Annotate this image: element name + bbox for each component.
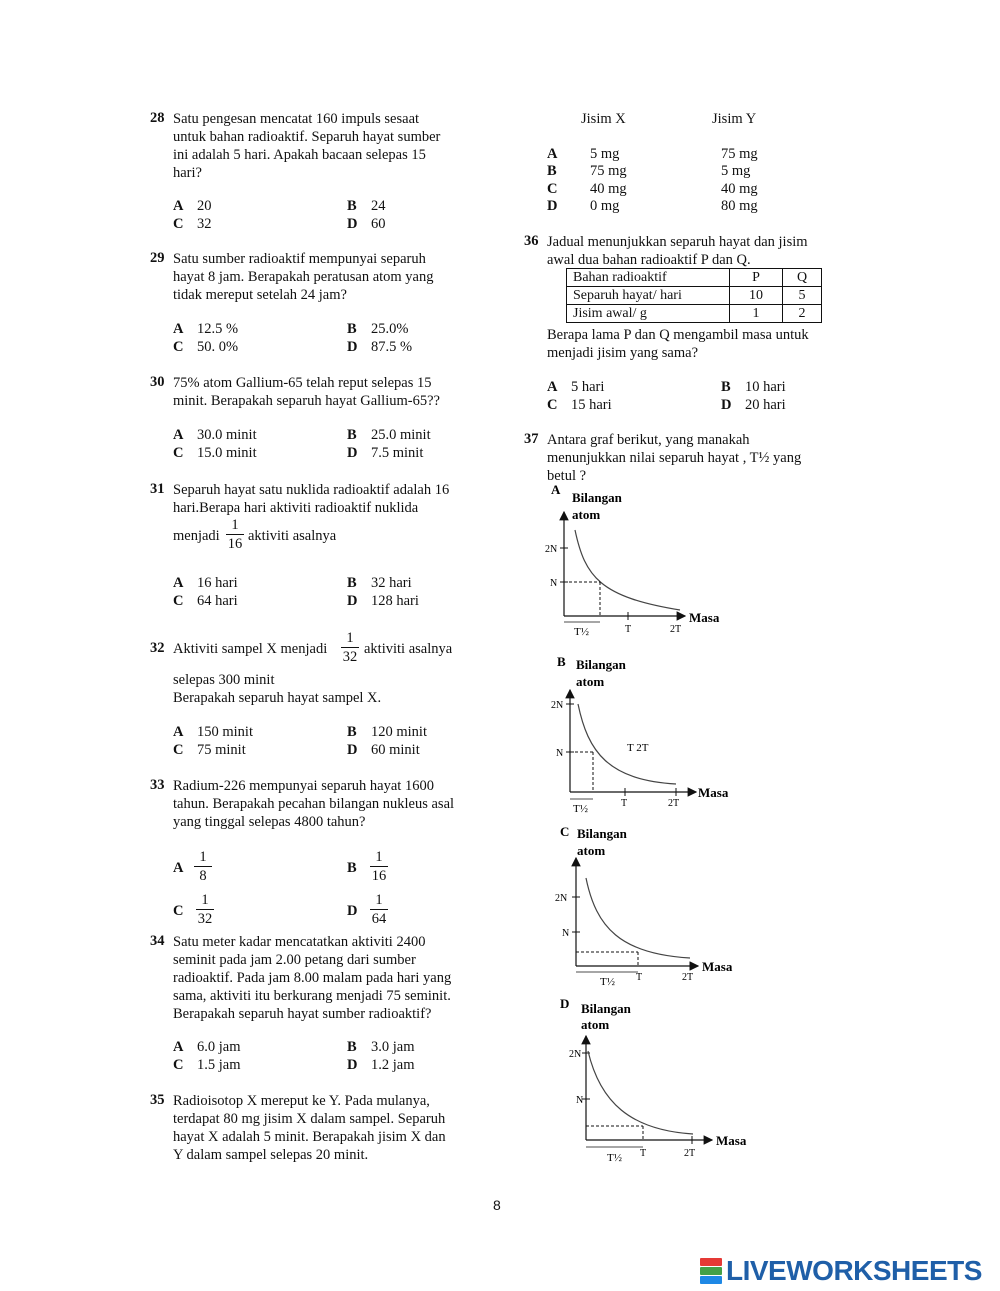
option-a[interactable]: A 16 hari [173,575,238,591]
question-text: Satu meter kadar mencatatkan aktiviti 2400 seminit pada jam 2.00 petang dari sumber radioaktif. Pada jam 8.00 malam pada hari yang sama, aktiviti itu berkurang menjadi 75 seminit. Berapakah separuh hayat sumber radioaktif? [173,934,452,1022]
fraction-suffix: aktiviti asalnya [364,641,453,657]
option-b[interactable]: B 25.0% [347,321,409,337]
y-axis-label: atom [581,1017,610,1032]
option-a[interactable]: A 12.5 % [173,321,239,337]
x-axis-label: Masa [689,610,720,625]
tick-label: T [621,798,628,809]
question-number: 37 [524,431,539,447]
question-text: Satu sumber radioaktif mempunyai separuh hayat 8 jam. Berapakah peratusan atom yang tidak mereput setelah 24 jam? [173,251,434,303]
fraction: 1 16 [371,849,387,884]
option-c[interactable]: C 50. 0% [173,339,239,355]
fraction: 1 64 [371,892,387,927]
fraction: 1 16 [227,517,243,552]
tick-label: 2N [551,700,564,711]
question-text: Separuh hayat satu nuklida radioaktif adalah 16 hari.Berapa hari aktiviti radioaktif nuklida [173,482,450,516]
tick-label: N [562,928,570,939]
option-b[interactable]: B 25.0 minit [347,427,431,443]
page-number: 8 [493,1197,501,1213]
data-table [566,268,822,323]
logo-text: LIVEWORKSHEETS [726,1255,982,1286]
tick-label: 2T [668,798,680,809]
y-axis-label: Bilangan [577,826,627,841]
option-b[interactable]: B 120 minit [347,724,427,740]
y-axis-label: Bilangan [581,1001,631,1016]
column-header-jisim-x: Jisim X [581,111,626,127]
tick-label: N [556,748,564,759]
graph-option-c[interactable] [550,822,750,990]
fraction-prefix: menjadi [173,528,220,544]
option-b[interactable]: B 3.0 jam [347,1039,415,1055]
option-c[interactable]: C 1.5 jam [173,1057,241,1073]
decay-curve [575,530,680,610]
graph-option-b[interactable] [548,652,748,818]
question-number: 30 [150,374,165,390]
graph-letter: C [560,824,570,839]
graph-letter: A [551,482,561,497]
tick-label: T [636,972,643,983]
tick-label: T½ [607,1152,622,1164]
table-row: Separuh hayat/ hari 10 5 [567,287,822,305]
fraction: 1 32 [197,892,213,927]
option-d[interactable]: D 60 minit [347,742,420,758]
option-c[interactable]: C 64 hari [173,593,238,609]
question-number: 29 [150,250,165,266]
decay-curve [586,878,690,958]
question-text: selepas 300 minit Berapakah separuh hayat sampel X. [173,672,382,706]
y-axis-label: atom [576,674,605,689]
question-text: Antara graf berikut, yang manakah menunjukkan nilai separuh hayat , T½ yang betul ? [547,432,802,484]
question-number: 35 [150,1092,165,1108]
y-axis-label: Bilangan [576,657,626,672]
graph-option-a[interactable] [540,482,740,640]
question-number: 36 [524,233,539,249]
fraction-suffix: aktiviti asalnya [248,528,337,544]
option-a[interactable]: A 5 hari [547,379,605,395]
decay-curve [588,1051,693,1134]
tick-label: N [576,1095,584,1106]
option-d[interactable]: D 1.2 jam [347,1057,415,1073]
tick-label: T [640,1148,647,1159]
graph-letter: B [557,654,566,669]
option-d[interactable]: D 128 hari [347,593,419,609]
tick-label: T [625,624,632,635]
tick-label: 2T [684,1148,696,1159]
question-text: Radium-226 mempunyai separuh hayat 1600 tahun. Berapakah pecahan bilangan nukleus asal yang tinggal selepas 4800 tahun? [173,778,455,830]
question-text: Radioisotop X mereput ke Y. Pada mulanya, terdapat 80 mg jisim X dalam sampel. Separuh hayat X adalah 5 minit. Berapakah jisim X dan Y dalam sampel selepas 20 minit. [173,1093,446,1163]
table-row: Bahan radioaktif P Q [567,269,822,287]
option-d[interactable]: D 87.5 % [347,339,413,355]
question-number: 32 [150,640,165,656]
x-axis-label: Masa [716,1133,747,1148]
question-text: 75% atom Gallium-65 telah reput selepas 15 minit. Berapakah separuh hayat Gallium-65?? [173,375,440,409]
option-c[interactable]: C 75 minit [173,742,246,758]
question-number: 34 [150,933,165,949]
option-a[interactable]: A 20 [173,198,212,214]
question-number: 28 [150,110,165,126]
graph-option-d[interactable] [550,994,755,1166]
y-axis-label: atom [572,507,601,522]
question-number: 31 [150,481,165,497]
option-b[interactable]: B 32 hari [347,575,412,591]
option-d[interactable]: D 20 hari [721,397,786,413]
fraction: 1 32 [342,630,358,665]
graph-letter: D [560,996,570,1011]
tick-label: 2N [569,1049,582,1060]
tick-label: 2N [555,893,568,904]
logo-icon [700,1258,722,1284]
fraction: 1 8 [192,849,214,884]
fraction-prefix: Aktiviti sampel X menjadi [173,641,328,657]
table-row: Jisim awal/ g 1 2 [567,305,822,323]
option-a[interactable]: A 6.0 jam [173,1039,241,1055]
option-c[interactable]: C 32 [173,216,212,232]
y-axis-label: atom [577,843,606,858]
tick-label: T½ [574,626,589,638]
tick-label: T 2T [627,742,649,754]
liveworksheets-logo[interactable] [700,1255,982,1287]
question-text: Satu pengesan mencatat 160 impuls sesaat untuk bahan radioaktif. Separuh hayat sumber ini adalah 5 hari. Apakah bacaan selepas 15 hari? [173,111,441,181]
x-axis-label: Masa [702,959,733,974]
option-c[interactable]: C 15 hari [547,397,612,413]
tick-label: N [550,578,558,589]
x-axis-label: Masa [698,785,729,800]
tick-label: 2T [682,972,694,983]
tick-label: 2T [670,624,682,635]
option-d[interactable]: D 60 [347,216,386,232]
question-number: 33 [150,777,165,793]
y-axis-label: Bilangan [572,490,622,505]
tick-label: 2N [545,544,558,555]
tick-label: T½ [600,976,615,988]
option-b[interactable]: B 24 [347,198,386,214]
column-header-jisim-y: Jisim Y [712,111,757,127]
option-c[interactable]: C 15.0 minit [173,445,257,461]
option-b[interactable]: B 10 hari [721,379,786,395]
option-a[interactable]: A 30.0 minit [173,427,257,443]
question-text: Berapa lama P dan Q mengambil masa untuk menjadi jisim yang sama? [547,327,809,361]
option-d[interactable]: D 7.5 minit [347,445,424,461]
tick-label: T½ [573,803,588,815]
option-a[interactable]: A 150 minit [173,724,253,740]
question-text: Jadual menunjukkan separuh hayat dan jisim awal dua bahan radioaktif P dan Q. [547,234,808,268]
